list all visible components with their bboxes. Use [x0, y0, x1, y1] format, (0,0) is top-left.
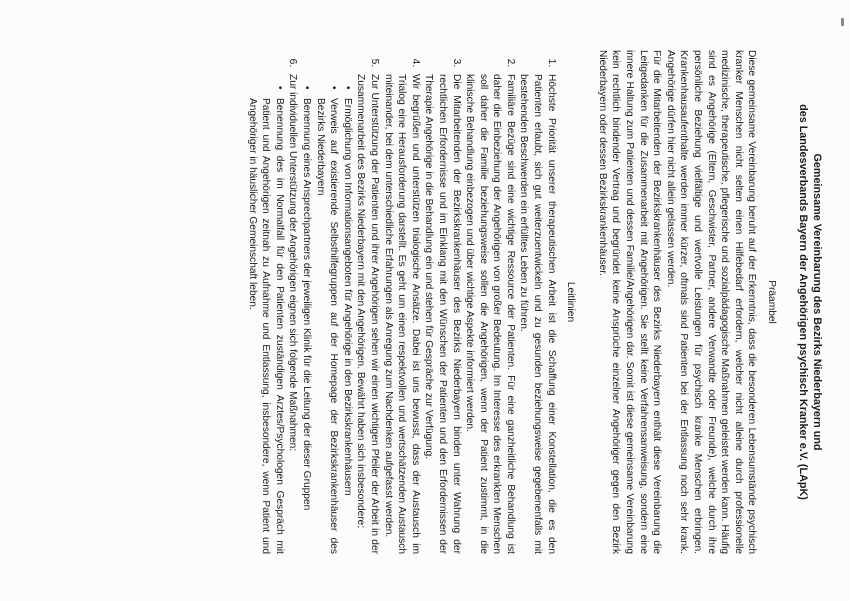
preamble-heading: Präambel: [766, 280, 777, 324]
title-line-1: Gemeinsame Vereinbarung des Bezirks Niederbayern und: [811, 153, 823, 451]
bullet-item: • Benennung des im Normalfall für den Patienten zuständigen Arztes/Psychologen Gespräch mit Patient und Angehörigen zeitnah zu Aufnahme und Entlassung, insbesondere, wenn Patient und Angehöriger in häuslicher Gemeinschaft leben.: [245, 88, 286, 554]
guideline-5-bullets: [299, 74, 353, 554]
guideline-text: Zur Unterstützung der Patienten und ihrer Angehörigen sehen wir einen wichtigen Pfeiler der Arbeit in der Zusammenarbeit des Bezirks Niederbayern mit den Angehörigen. Bewährt haben sich insbesondere:: [355, 74, 380, 554]
document-content: [245, 50, 824, 554]
guideline-item: [517, 70, 558, 554]
bullet-item: • Benennung eines Ansprechpartners der jeweiligen Klinik für die Leitung der dieser Gruppen: [299, 88, 313, 554]
guideline-text: Zur individuellen Unterstützung der Angehörigen eignen sich folgende Maßnahmen:: [287, 74, 299, 452]
guideline-item: [245, 70, 299, 554]
bullet-item: • Verweis auf existierende Selbsthilfegruppen auf der Homepage der Bezirkskrankenhäuser des Bezirks Niederbayern: [313, 88, 340, 554]
guideline-item: [381, 70, 422, 554]
guideline-text: Höchste Priorität unserer therapeutischen Arbeit ist die Schaffung einer Konstellation, die es den Patienten erlaubt, sich gut weiterzuentwickeln und zu gesunden beziehungsweise gegebenenfalls mit bestehenden Beschwerden ein erfülltes Leben zu führen.: [518, 74, 557, 554]
preamble-paragraph-1: Diese gemeinsame Vereinbarung beruht auf der Erkenntnis, dass die besonderen Lebensumstände psychisch kranker Menschen nicht selten einen Hilfebedarf erfordern, welcher nicht alleine durch professionelle medizinische, therapeutische, pflegerische und sozialpädagogische Maßnahmen geleistet werden kann. Häufig sind es Angehörige (Eltern, Geschwister, Partner, andere Verwandte oder Freunde), welche durch ihre persönliche Beziehung vielfältige und wertvolle Leistungen für psychisch kranke Menschen erbringen. Krankenhausaufenthalte werden immer kürzer, oftmals sind Patienten bei der Entlassung noch sehr krank. Angehörige dürfen hier nicht allein gelassen werden.: [664, 50, 758, 554]
guideline-item: [299, 70, 381, 554]
guidelines-heading: Leitlinien: [565, 281, 577, 323]
guideline-text: Wir begrüßen und unterstützen trialogische Ansätze. Dabei ist uns bewusst, dass der Austausch im Trialog eine Herausforderung darstellt. Es geht um einen respektvollen und wertschätzenden Austausch miteinander, bei dem unterschiedliche Erfahrungen als Anregung zum Nachdenken aufgefasst werden.: [382, 74, 421, 554]
bullet-item: • Ermöglichung von Informationsangeboten für Angehörige in den Bezirkskrankenhäusern: [340, 88, 354, 554]
title-line-2: des Landesverbands Bayern der Angehörigen psychisch Kranker e.V. (LApK): [797, 104, 809, 500]
guideline-6-bullets: [245, 74, 286, 554]
guidelines-list: [245, 50, 558, 554]
preamble-paragraph-2: Für die Mitarbeitenden der Bezirkskrankenhäuser des Bezirks Niederbayern enthält diese Vereinbarung die Leitgedanken für die Zusammenarbeit mit Angehörigen. Sie stellt keine Verfahrensanweisung, sondern eine innere Haltung zum Patienten und dessen Familie/Angehörigen dar. Somit ist diese gemeinsame Vereinbarung kein rechtlich bindender Vertrag und begründet keine Ansprüche einzelner Angehöriger gegen den Bezirk Niederbayern oder dessen Bezirkskrankenhäuser.: [596, 50, 663, 554]
guideline-text: Die Mitarbeitenden der Bezirkskrankenhäuser des Bezirks Niederbayern binden unter Wahrung der rechtlichen Erfordernisse und im Einklang mit den Wünschen der Patienten und den Erfordernissen der Therapie Angehörige in die Behandlung ein und stehen für Gespräche zur Verfügung.: [423, 74, 462, 554]
document-title: [796, 50, 824, 554]
guideline-text: Familiäre Bezüge sind eine wichtige Ressource der Patienten. Für eine ganzheitliche Behandlung ist daher die Einbeziehung der Angehörigen von großer Bedeutung. Im Interesse des erkrankten Menschen soll daher die Familie beziehungsweise sollen die Angehörigen, wenn der Patient zustimmt, in die klinische Behandlung einbezogen und über wichtige Aspekte informiert werden.: [464, 74, 516, 554]
guideline-item: [422, 70, 463, 554]
guideline-item: [463, 70, 517, 554]
